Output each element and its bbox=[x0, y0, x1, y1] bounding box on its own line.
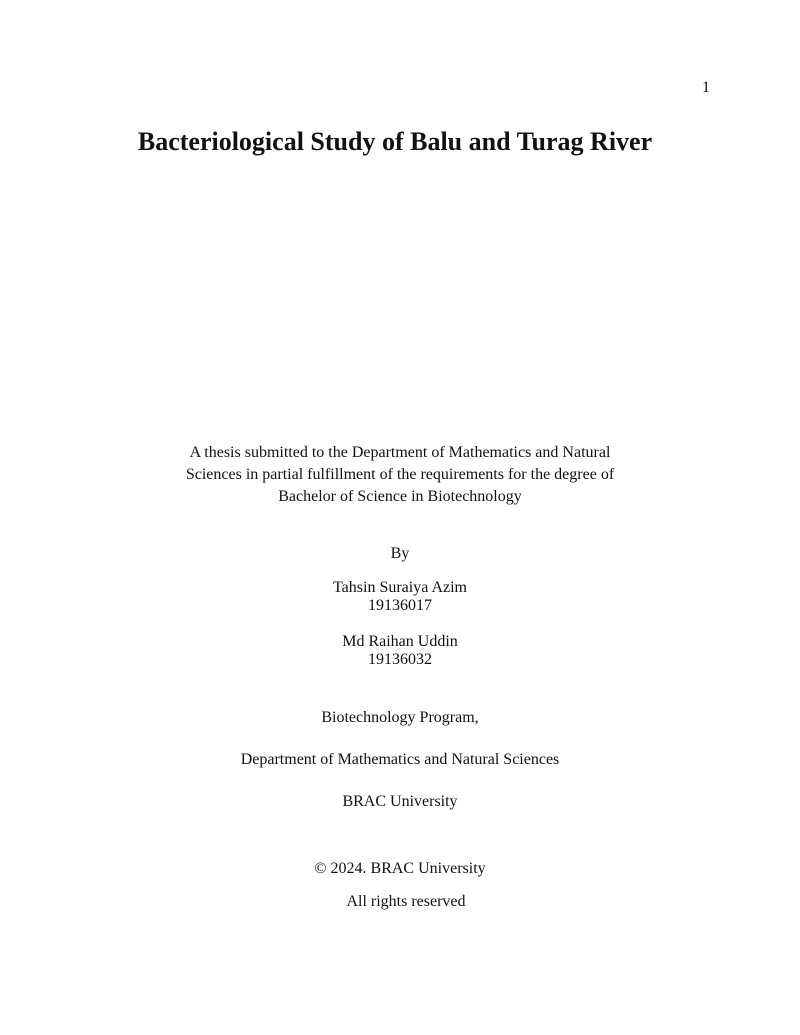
submission-statement-line-2: Sciences in partial fulfillment of the requirements for the degree of bbox=[185, 466, 615, 483]
department-name: Department of Mathematics and Natural Sciences bbox=[240, 751, 560, 768]
author-id-2: 19136032 bbox=[368, 651, 432, 668]
submission-statement-line-1: A thesis submitted to the Department of Mathematics and Natural bbox=[189, 444, 611, 461]
copyright-notice: © 2024. BRAC University bbox=[314, 860, 486, 877]
page-number: 1 bbox=[702, 79, 710, 96]
university-name: BRAC University bbox=[342, 793, 458, 810]
by-label: By bbox=[390, 545, 410, 562]
submission-statement-line-3: Bachelor of Science in Biotechnology bbox=[278, 488, 522, 505]
thesis-title: Bacteriological Study of Balu and Turag River bbox=[137, 127, 653, 156]
author-id-1: 19136017 bbox=[368, 597, 432, 614]
program-name: Biotechnology Program, bbox=[321, 709, 479, 726]
author-name-2: Md Raihan Uddin bbox=[342, 633, 458, 650]
rights-reserved: All rights reserved bbox=[346, 893, 466, 910]
author-name-1: Tahsin Suraiya Azim bbox=[333, 579, 467, 596]
